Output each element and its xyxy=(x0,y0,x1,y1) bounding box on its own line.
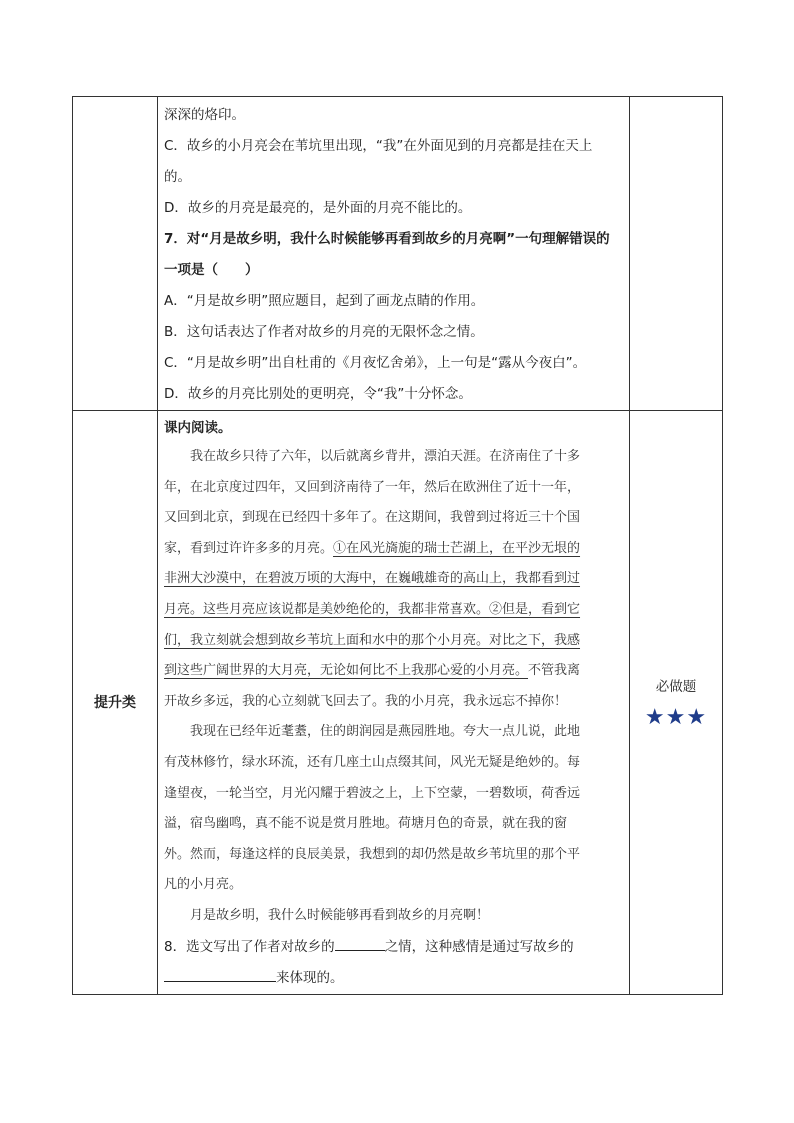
difficulty-cell xyxy=(630,411,723,995)
q7-option-c: C．“月是故乡明”出自杜甫的《月夜忆舍弟》，上一句是“露从今夜白”。 xyxy=(164,355,587,371)
category-label: 提升类 xyxy=(73,411,158,995)
reading-title: 课内阅读。 xyxy=(164,420,232,436)
underlined-sentence-1: ①在风光旖旎的瑞士芒湖上，在平沙无垠的 xyxy=(333,540,581,556)
difficulty-cell-empty xyxy=(630,97,723,411)
difficulty-label: 必做题 xyxy=(655,678,697,695)
passage-text: 不管我离 xyxy=(528,663,581,679)
option-c-line2: 的。 xyxy=(164,169,191,185)
passage-line: 凡的小月亮。 xyxy=(164,877,243,893)
question-cell xyxy=(158,97,630,411)
q7-option-a: A．“月是故乡明”照应题目，起到了画龙点睛的作用。 xyxy=(164,293,485,309)
question-7-stem-2: 一项是（ ） xyxy=(164,262,259,278)
category-cell-empty xyxy=(73,97,158,411)
underlined-sentence-1-cont: 非洲大沙漠中，在碧波万顷的大海中，在巍峨雄奇的高山上，我都看到过 xyxy=(164,571,581,587)
passage-closing: 月是故乡明，我什么时候能够再看到故乡的月亮啊！ xyxy=(190,907,490,923)
passage-line: 有茂林修竹，绿水环流，还有几座土山点缀其间，风光无疑是绝妙的。每 xyxy=(164,754,581,770)
passage-line: 年，在北京度过四年，又回到济南待了一年，然后在欧洲住了近十一年， xyxy=(164,479,581,495)
option-d: D．故乡的月亮是最亮的，是外面的月亮不能比的。 xyxy=(164,200,472,216)
table-row xyxy=(73,97,723,411)
q8-text: 8．选文写出了作者对故乡的 xyxy=(164,938,335,955)
passage-line: 外。然而，每逢这样的良辰美景，我想到的却仍然是故乡苇坑里的那个平 xyxy=(164,846,581,862)
passage-line: 溢，宿鸟幽鸣，真不能不说是赏月胜地。荷塘月色的奇景，就在我的窗 xyxy=(164,816,568,832)
passage-line: 我现在已经年近耄耋，住的朗润园是燕园胜地。夸大一点儿说，此地 xyxy=(190,724,581,740)
passage-line: 开故乡多远，我的心立刻就飞回去了。我的小月亮，我永远忘不掉你！ xyxy=(164,693,568,709)
passage-line xyxy=(164,656,623,687)
question-7-stem: 7．对“月是故乡明，我什么时候能够再看到故乡的月亮啊”一句理解错误的 xyxy=(164,231,610,247)
q8-text: 来体现的。 xyxy=(276,969,344,986)
option-continuation: 深深的烙印。 xyxy=(164,107,245,123)
underlined-sentence-2-cont: 们，我立刻就会想到故乡苇坑上面和水中的那个小月亮。对比之下，我感 xyxy=(164,632,581,648)
passage-text: 家，看到过许许多多的月亮。 xyxy=(164,540,334,556)
worksheet-table xyxy=(72,96,723,995)
reading-cell xyxy=(158,411,630,995)
underlined-sentence-2-end: 到这些广阔世界的大月亮，无论如何比不上我那心爱的小月亮。 xyxy=(164,663,529,679)
q7-option-d: D．故乡的月亮比别处的更明亮，令“我”十分怀念。 xyxy=(164,386,472,402)
option-c-line1: C．故乡的小月亮会在苇坑里出现，“我”在外面见到的月亮都是挂在天上 xyxy=(164,138,593,154)
passage-line: 逢望夜，一轮当空，月光闪耀于碧波之上，上下空蒙，一碧数顷，荷香远 xyxy=(164,785,581,801)
passage-line: 又回到北京，到现在已经四十多年了。在这期间，我曾到过将近三十个国 xyxy=(164,510,581,526)
answer-blank-1[interactable] xyxy=(335,936,385,951)
q7-option-b: B．这句话表达了作者对故乡的月亮的无限怀念之情。 xyxy=(164,324,484,340)
answer-blank-2[interactable] xyxy=(164,967,276,982)
passage-line: 我在故乡只待了六年，以后就离乡背井，漂泊天涯。在济南住了十多 xyxy=(190,449,581,464)
underlined-sentence-2: ②但是，看到它 xyxy=(489,601,581,617)
star-rating-icon: ★★★ xyxy=(644,704,708,730)
passage-line xyxy=(164,534,623,565)
underlined-sentence-1-end: 月亮。这些月亮应该说都是美妙绝伦的，我都非常喜欢。 xyxy=(164,601,490,617)
passage-line xyxy=(164,595,623,626)
question-8-line1 xyxy=(164,932,623,963)
q8-text: 之情，这种感情是通过写故乡的 xyxy=(384,938,574,955)
question-8-line2 xyxy=(164,963,623,994)
table-row xyxy=(73,411,723,995)
